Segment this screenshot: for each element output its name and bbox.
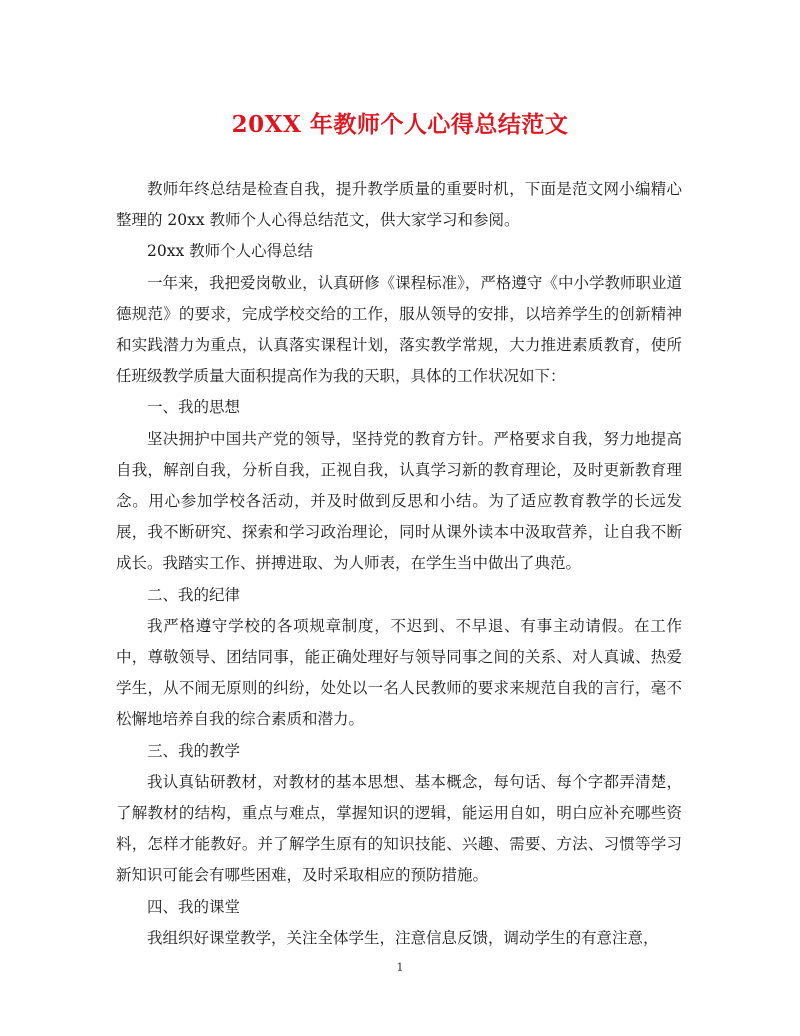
section-heading-thought: 一、我的思想 — [147, 398, 241, 417]
discipline-paragraph: 我严格遵守学校的各项规章制度，不迟到、不早退、有事主动请假。在工作中，尊敬领导、团结同事，能正确处理好与领导同事之间的关系、对人真诚、热爱学生，从不闹无原则的纠纷，处处以一名人民教师的要求来规范自我的言行，毫不松懈地培养自我的综合素质和潜力。 — [116, 616, 682, 729]
document-title: 20XX 年教师个人心得总结范文 — [231, 111, 569, 138]
section-heading-discipline: 二、我的纪律 — [147, 585, 241, 604]
intro-paragraph: 教师年终总结是检查自我，提升教学质量的重要时机，下面是范文网小编精心整理的 20xx 教师个人心得总结范文，供大家学习和参阅。 — [116, 180, 682, 230]
thought-paragraph: 坚决拥护中国共产党的领导，坚持党的教育方针。严格要求自我，努力地提高自我，解剖自我，分析自我，正视自我，认真学习新的教育理论，及时更新教育理念。用心参加学校各活动，并及时做到反思和小结。为了适应教育教学的长远发展，我不断研究、探索和学习政治理论，同时从课外读本中汲取营养，让自我不断成长。我踏实工作、拼搏进取、为人师表，在学生当中做出了典范。 — [116, 429, 682, 573]
section-heading-summary: 20xx 教师个人心得总结 — [147, 242, 314, 261]
page-number: 1 — [396, 961, 404, 974]
section-heading-teaching: 三、我的教学 — [147, 741, 241, 760]
overview-paragraph: 一年来，我把爱岗敬业，认真研修《课程标准》，严格遵守《中小学教师职业道德规范》的要求，完成学校交给的工作，服从领导的安排，以培养学生的创新精神和实践潜力为重点，认真落实课程计划，落实教学常规，大力推进素质教育，使所任班级教学质量大面积提高作为我的天职，具体的工作状况如下： — [116, 273, 682, 386]
section-heading-classroom: 四、我的课堂 — [147, 897, 241, 916]
classroom-paragraph: 我组织好课堂教学，关注全体学生，注意信息反馈，调动学生的有意注意， — [147, 928, 659, 947]
teaching-paragraph: 我认真钻研教材，对教材的基本思想、基本概念，每句话、每个字都弄清楚，了解教材的结构，重点与难点，掌握知识的逻辑，能运用自如，明白应补充哪些资料，怎样才能教好。并了解学生原有的知识技能、兴趣、需要、方法、习惯等学习新知识可能会有哪些困难，及时采取相应的预防措施。 — [116, 772, 682, 885]
document-body — [116, 174, 682, 954]
